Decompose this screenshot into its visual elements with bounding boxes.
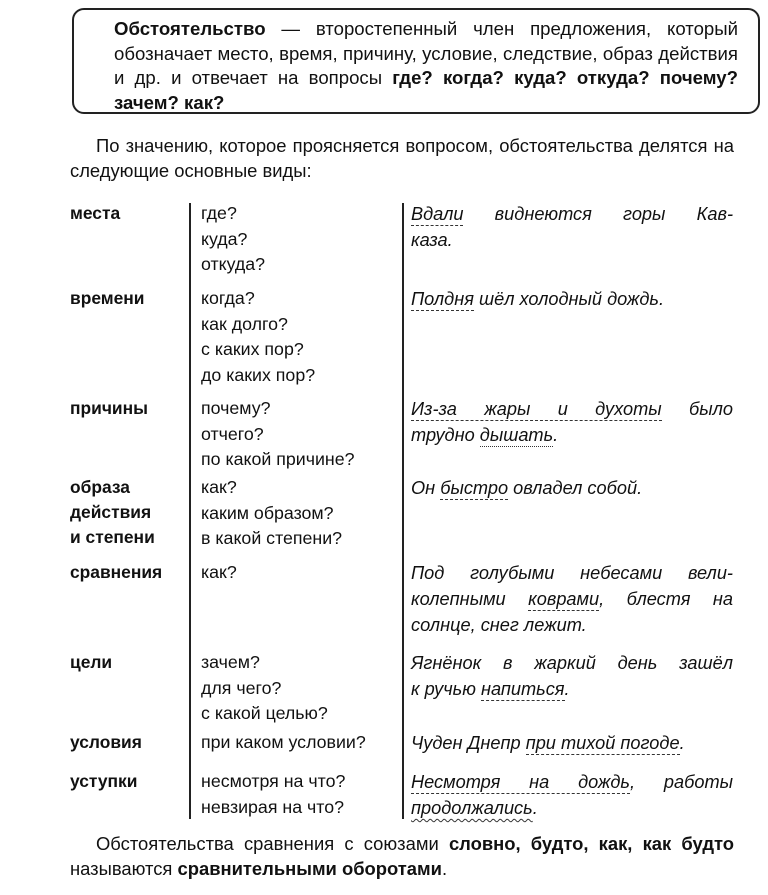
row-label-line: места [70, 203, 121, 223]
question-item: по какой причине? [201, 449, 355, 469]
row-questions [201, 201, 265, 278]
example-text: Под голубыми небесами вели- [411, 563, 733, 583]
example-text: Чуден Днепр [411, 733, 526, 753]
example-text: , блестя на [599, 589, 733, 609]
question-item: несмотря на что? [201, 771, 346, 791]
question-item: невзирая на что? [201, 796, 345, 817]
question-item: как? [201, 477, 237, 497]
question-item: отчего? [201, 423, 264, 444]
row-label-line: цели [70, 652, 113, 672]
outro-conjunctions: словно, будто, как, как будто [448, 833, 734, 854]
example-line [411, 795, 733, 821]
question-item: зачем? [201, 652, 260, 672]
outro-paragraph [70, 831, 734, 881]
outro-text-1: Обстоятельства сравнения с союзами [96, 833, 449, 854]
underlined-member: быстро [440, 478, 509, 498]
underlined-member: напиться [480, 679, 565, 699]
example-line [411, 650, 733, 676]
row-example [411, 560, 733, 638]
example-text: , работы [630, 772, 734, 792]
example-line [411, 286, 733, 312]
example-text: к ручью [411, 679, 481, 699]
example-line [411, 422, 733, 448]
example-text: . [553, 425, 559, 445]
question-item: в какой степени? [201, 528, 343, 548]
row-label [70, 286, 145, 311]
example-text: виднеются горы Кав- [463, 204, 733, 224]
question-item: как? [201, 562, 237, 582]
underlined-member: дышать [479, 425, 554, 445]
row-questions [201, 286, 315, 388]
row-label-line: времени [70, 288, 145, 308]
underlined-member: Вдали [411, 204, 464, 224]
question-item: для чего? [201, 677, 282, 698]
row-example [411, 286, 733, 312]
question-item: откуда? [201, 254, 266, 274]
definition-text: — второстепенный член предложения, который обозначает место, время, причину, условие, следствие, образ действия и др. и отвечает на вопросы [114, 18, 738, 88]
row-label [70, 475, 155, 550]
question-item: почему? [201, 398, 271, 418]
example-text: . [564, 679, 570, 699]
row-label-line: сравнения [70, 562, 163, 582]
example-text: шёл холодный дождь. [473, 289, 665, 309]
example-text: Ягнёнок в жаркий день зашёл [411, 653, 733, 673]
table-divider-left [189, 203, 191, 819]
definition-questions: где? когда? куда? откуда? почему? зачем? как? [114, 67, 738, 113]
row-label [70, 201, 120, 226]
underlined-member: Полдня [411, 289, 474, 309]
question-item: с каких пор? [201, 339, 304, 359]
example-line [411, 227, 733, 253]
underlined-member: коврами [528, 589, 600, 609]
row-example [411, 650, 733, 702]
row-example [411, 201, 733, 253]
underlined-member: при тихой погоде [525, 733, 680, 753]
underlined-member: Несмотря на дождь [411, 772, 630, 792]
question-item: куда? [201, 228, 248, 249]
row-questions [201, 560, 237, 586]
definition-term: Обстоятельство [114, 18, 266, 39]
example-line [411, 730, 733, 756]
row-example [411, 730, 733, 756]
row-questions [201, 475, 342, 552]
example-text: Он [411, 478, 441, 498]
outro-term: сравнительными оборотами [177, 858, 442, 879]
row-label-line: уступки [70, 771, 138, 791]
row-label-line: условия [70, 732, 142, 752]
example-text: было [661, 399, 733, 419]
row-example [411, 475, 733, 501]
example-line [411, 586, 733, 612]
outro-text-2: называются [70, 858, 178, 879]
question-item: до каких пор? [201, 364, 316, 385]
question-item: при каком условии? [201, 732, 366, 752]
example-line [411, 560, 733, 586]
example-line [411, 475, 733, 501]
question-item: где? [201, 203, 237, 223]
row-questions [201, 769, 345, 820]
example-text: . [532, 798, 538, 818]
row-label-line: причины [70, 398, 148, 418]
row-label [70, 560, 162, 585]
example-text: каза. [411, 230, 453, 250]
example-line [411, 396, 733, 422]
question-item: каким образом? [201, 502, 334, 523]
intro-paragraph: По значению, которое проясняется вопросом, обстоятельства делятся на следующие основные виды: [70, 135, 734, 181]
example-text: овладел собой. [508, 478, 643, 498]
question-item: с какой целью? [201, 703, 328, 723]
row-label-line: образа [70, 477, 130, 497]
outro-text-3: . [441, 858, 448, 879]
table-divider-right [402, 203, 404, 819]
example-text: . [679, 733, 685, 753]
example-line [411, 612, 733, 638]
row-label [70, 769, 137, 794]
row-label [70, 730, 142, 755]
example-line [411, 676, 733, 702]
underlined-member: Из-за жары и духоты [411, 399, 662, 419]
definition-box [72, 8, 760, 114]
row-questions [201, 730, 366, 756]
row-example [411, 396, 733, 448]
example-text: трудно [411, 425, 480, 445]
row-label [70, 396, 148, 421]
question-item: когда? [201, 288, 255, 308]
example-line [411, 769, 733, 795]
row-label-line: и степени [70, 527, 155, 547]
example-text: колепными [411, 589, 529, 609]
row-questions [201, 396, 355, 473]
example-text: солнце, снег лежит. [411, 615, 587, 635]
row-questions [201, 650, 328, 727]
example-line [411, 201, 733, 227]
row-label-line: действия [70, 502, 152, 522]
question-item: как долго? [201, 313, 288, 334]
underlined-member: продолжались [411, 798, 533, 818]
row-label [70, 650, 112, 675]
row-example [411, 769, 733, 821]
